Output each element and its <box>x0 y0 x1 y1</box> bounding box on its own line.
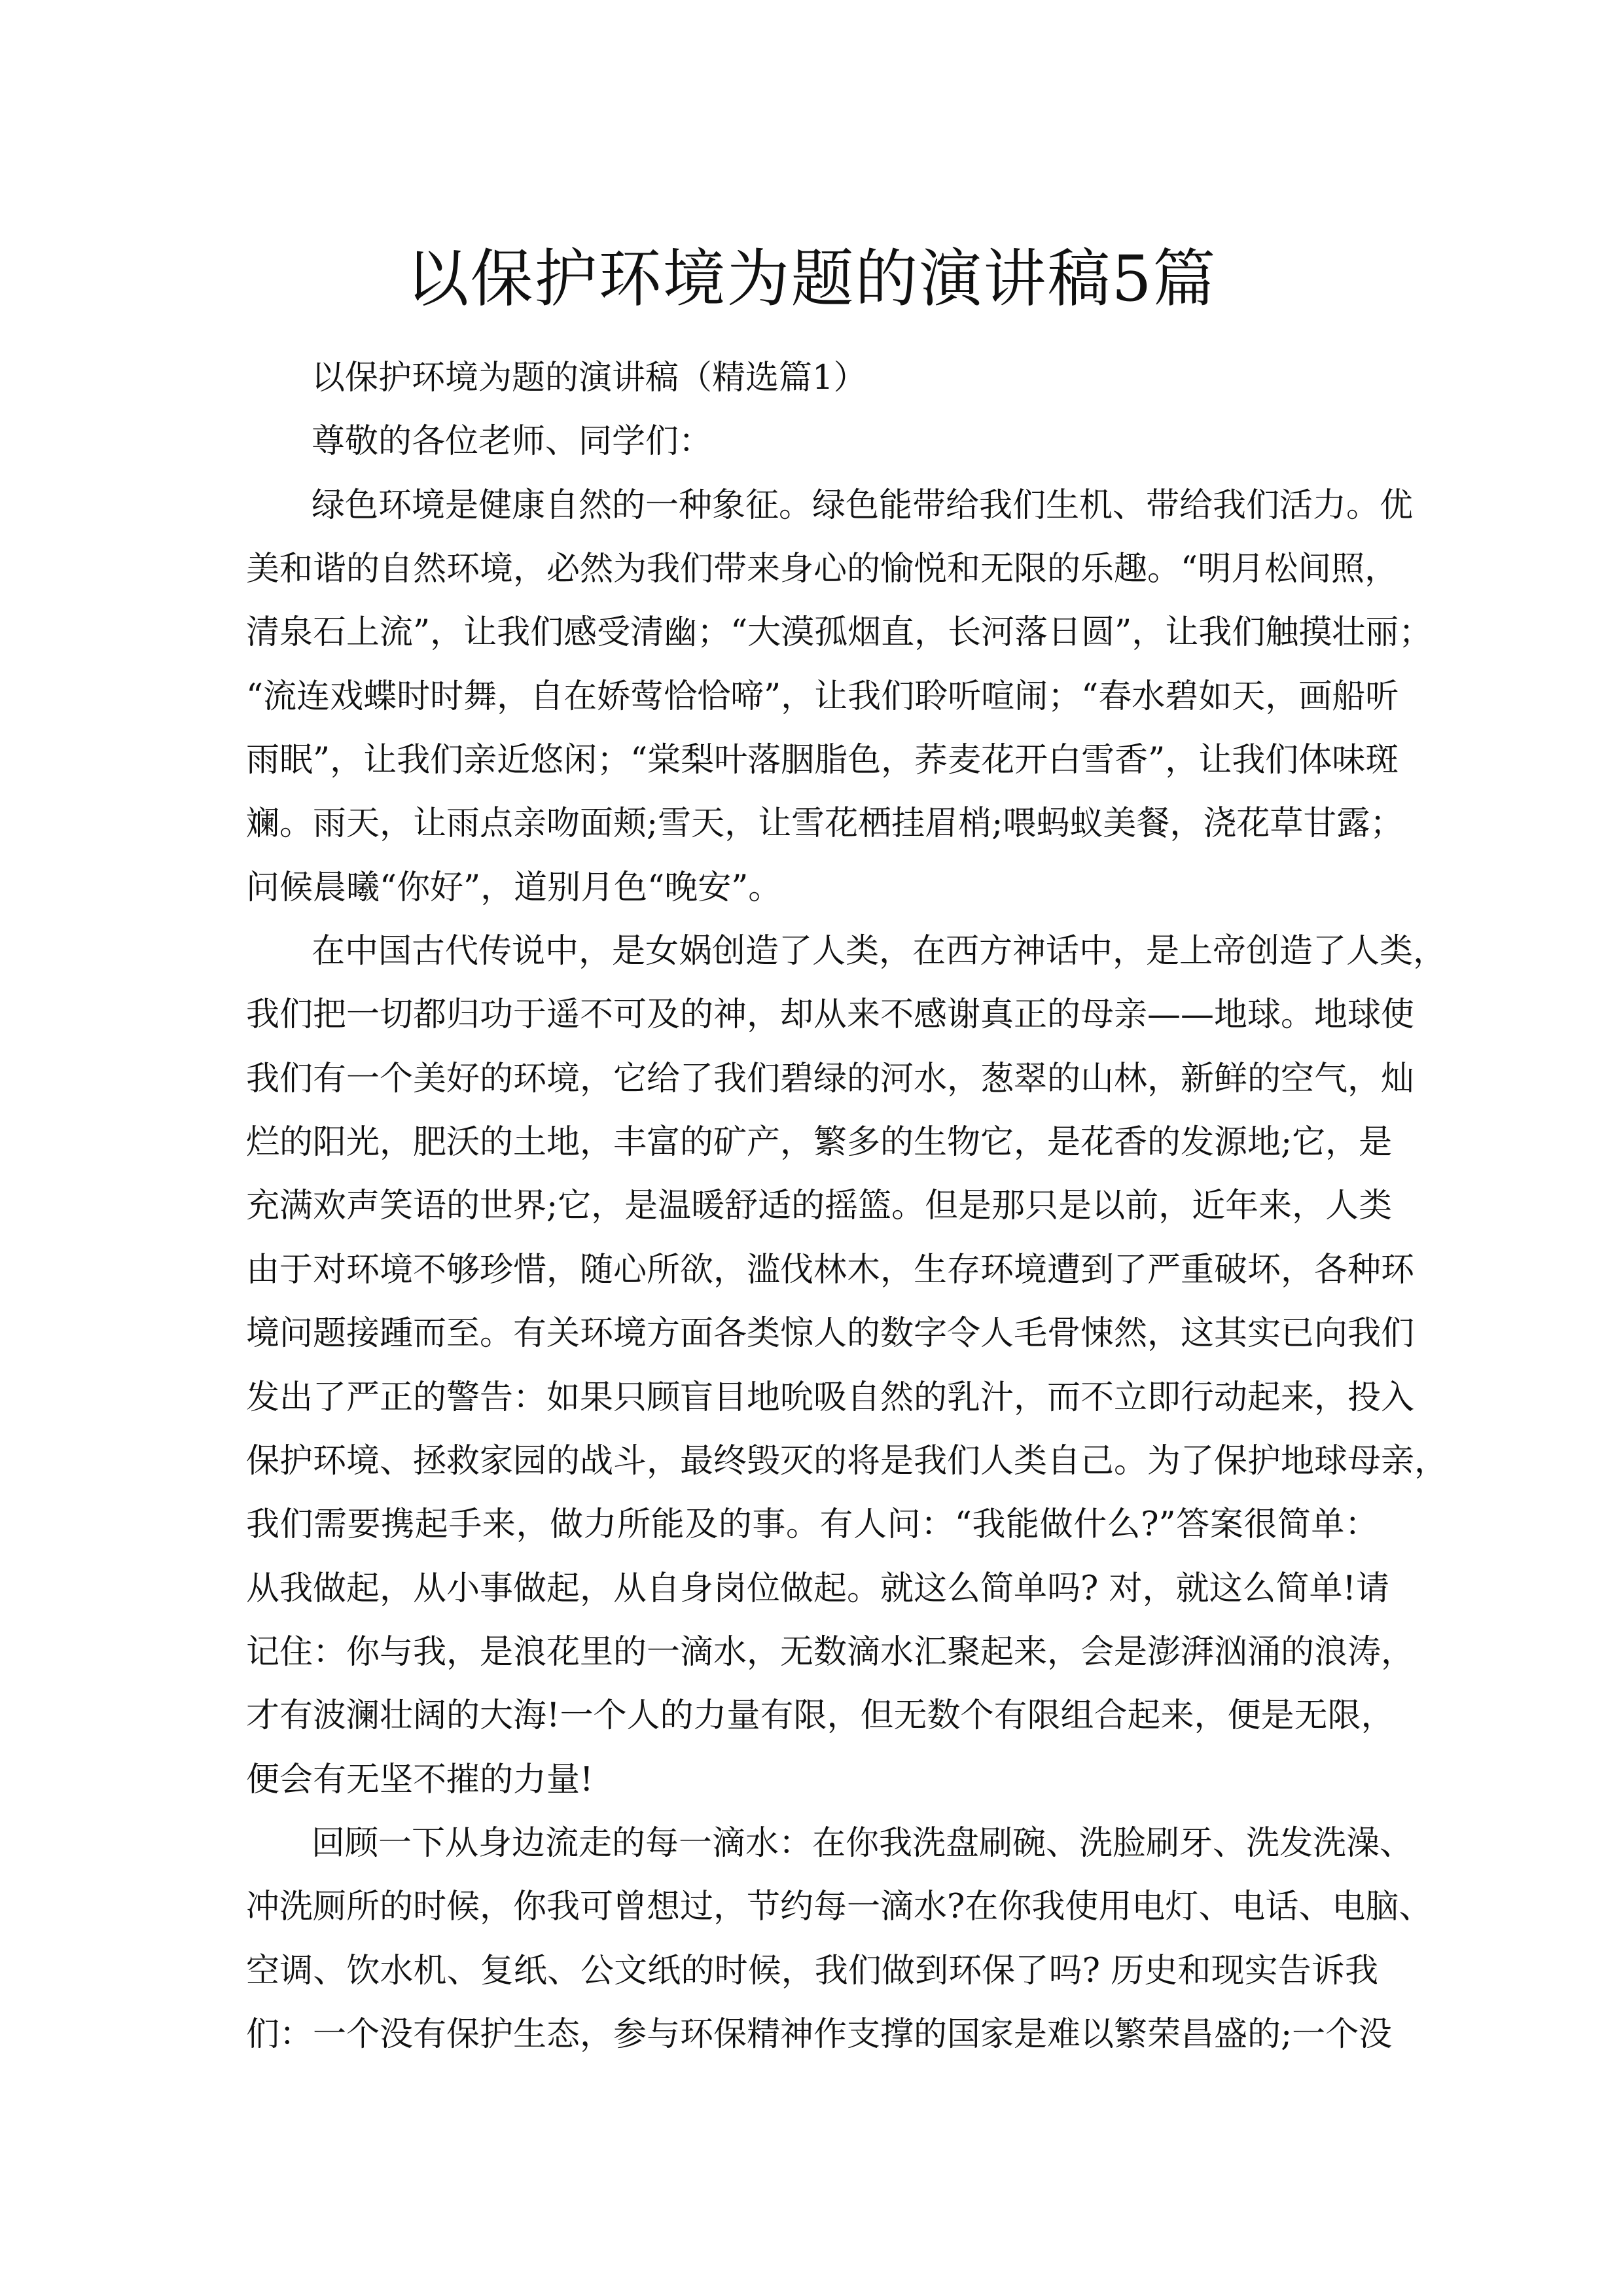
paragraph-line: 尊敬的各位老师、同学们： <box>312 422 713 461</box>
paragraph <box>246 410 1378 473</box>
paragraph <box>246 474 1433 920</box>
paragraph-line: 我们需要携起手来，做力所能及的事。有人问：“我能做什么?”答案很简单： <box>246 1505 1378 1545</box>
document-title: 以保护环境为题的演讲稿5篇 <box>406 242 1217 316</box>
paragraph-line: 烂的阳光，肥沃的土地，丰富的矿产，繁多的生物它，是花香的发源地;它，是 <box>246 1123 1393 1162</box>
paragraph-line: 回顾一下从身边流走的每一滴水：在你我洗盘刷碗、洗脸刷牙、洗发洗澡、 <box>312 1823 1414 1863</box>
paragraph-line: 我们有一个美好的环境，它给了我们碧绿的河水，葱翠的山林，新鲜的空气，灿 <box>246 1059 1415 1098</box>
document-body <box>246 346 1448 2066</box>
paragraph-line: 境问题接踵而至。有关环境方面各类惊人的数字令人毛骨悚然，这其实已向我们 <box>246 1314 1415 1354</box>
paragraph-line: 我们把一切都归功于遥不可及的神，却从来不感谢真正的母亲——地球。地球使 <box>246 996 1415 1035</box>
paragraph-line: 斓。雨天，让雨点亲吻面颊;雪天，让雪花栖挂眉梢;喂蚂蚁美餐，浇花草甘露； <box>246 804 1404 844</box>
paragraph-line: 从我做起，从小事做起，从自身岗位做起。就这么简单吗? 对，就这么简单!请 <box>246 1569 1390 1608</box>
paragraph <box>246 1812 1433 2066</box>
paragraph-line: 雨眠”，让我们亲近悠闲；“棠梨叶落胭脂色，荞麦花开白雪香”，让我们体味斑 <box>246 741 1399 780</box>
paragraph-line: 由于对环境不够珍惜，随心所欲，滥伐林木，生存环境遭到了严重破坏，各种环 <box>246 1250 1415 1289</box>
paragraph-line: 才有波澜壮阔的大海!一个人的力量有限，但无数个有限组合起来，便是无限， <box>246 1696 1395 1736</box>
paragraph <box>246 920 1448 1812</box>
paragraph-line: 发出了严正的警告：如果只顾盲目地吮吸自然的乳汁，而不立即行动起来，投入 <box>246 1378 1415 1417</box>
paragraph <box>246 346 1378 410</box>
paragraph-line: 以保护环境为题的演讲稿（精选篇1） <box>312 359 867 397</box>
paragraph-line: 冲洗厕所的时候，你我可曾想过，节约每一滴水?在你我使用电灯、电话、电脑、 <box>246 1888 1433 1927</box>
paragraph-line: 们：一个没有保护生态，参与环保精神作支撑的国家是难以繁荣昌盛的;一个没 <box>246 2015 1393 2054</box>
paragraph-line: 美和谐的自然环境，必然为我们带来身心的愉悦和无限的乐趣。“明月松间照， <box>246 550 1399 589</box>
paragraph-line: 在中国古代传说中，是女娲创造了人类，在西方神话中，是上帝创造了人类， <box>312 932 1447 971</box>
paragraph-line: 充满欢声笑语的世界;它，是温暖舒适的摇篮。但是那只是以前，近年来，人类 <box>246 1187 1393 1226</box>
paragraph-line: 问候晨曦“你好”，道别月色“晚安”。 <box>246 868 782 907</box>
paragraph-line: “流连戏蝶时时舞，自在娇莺恰恰啼”，让我们聆听喧闹；“春水碧如天，画船听 <box>246 677 1399 716</box>
paragraph-line: 便会有无坚不摧的力量! <box>246 1760 594 1799</box>
paragraph-line: 记住：你与我，是浪花里的一滴水，无数滴水汇聚起来，会是澎湃汹涌的浪涛， <box>246 1632 1415 1672</box>
paragraph-line: 保护环境、拯救家园的战斗，最终毁灭的将是我们人类自己。为了保护地球母亲， <box>246 1441 1448 1480</box>
paragraph-line: 绿色环境是健康自然的一种象征。绿色能带给我们生机、带给我们活力。优 <box>312 486 1414 525</box>
paragraph-line: 空调、饮水机、复纸、公文纸的时候，我们做到环保了吗? 历史和现实告诉我 <box>246 1951 1378 1990</box>
paragraph-line: 清泉石上流”，让我们感受清幽；“大漠孤烟直，长河落日圆”，让我们触摸壮丽； <box>246 613 1433 653</box>
